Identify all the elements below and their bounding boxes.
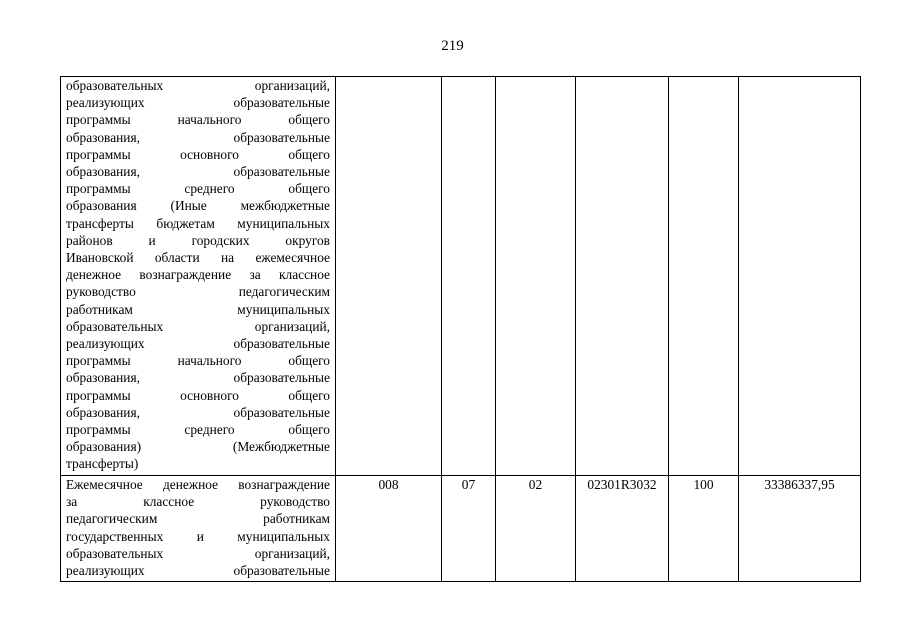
budget-table: [60, 76, 861, 582]
description-line: образовательных организаций,: [66, 78, 330, 93]
description-line: реализующих образовательные: [66, 563, 330, 579]
page-number: 219: [441, 38, 464, 54]
description-line: реализующих образовательные: [66, 336, 330, 352]
table-row: [61, 77, 861, 476]
table-row: [61, 476, 861, 582]
description-line: образования, образовательные: [66, 404, 330, 420]
target-article-cell: 02301R3032: [576, 476, 669, 582]
description-line: государственных и муниципальных: [66, 528, 330, 544]
description-line: районов и городских округов: [66, 232, 330, 248]
ministry-code-cell: [336, 77, 442, 476]
description-line: программы основного общего: [66, 146, 330, 162]
row-description: [61, 77, 336, 476]
description-line: реализующих образовательные: [66, 95, 330, 111]
description-line: образования, образовательные: [66, 164, 330, 180]
description-line: образовательных организаций,: [66, 545, 330, 561]
description-line: программы начального общего: [66, 353, 330, 369]
description-line: программы среднего общего: [66, 181, 330, 197]
description-line: Ивановской области на ежемесячное: [66, 250, 330, 266]
description-line: образования, образовательные: [66, 370, 330, 386]
description-line: Ежемесячное денежное вознаграждение: [66, 477, 330, 492]
ministry-code-cell: 008: [336, 476, 442, 582]
section-code-cell: 07: [442, 476, 496, 582]
description-line: программы начального общего: [66, 112, 330, 128]
row-description: [61, 476, 336, 582]
amount-cell: [739, 77, 861, 476]
target-article-cell: [576, 77, 669, 476]
expense-type-cell: 100: [669, 476, 739, 582]
description-line: работникам муниципальных: [66, 301, 330, 317]
amount-cell: 33386337,95: [739, 476, 861, 582]
description-line: образовательных организаций,: [66, 318, 330, 334]
description-line: трансферты): [66, 456, 139, 472]
description-line: программы среднего общего: [66, 422, 330, 438]
description-line: образования, образовательные: [66, 129, 330, 145]
expense-type-cell: [669, 77, 739, 476]
description-line: образования (Иные межбюджетные: [66, 198, 330, 214]
description-line: за классное руководство: [66, 494, 330, 510]
description-line: денежное вознаграждение за классное: [66, 267, 330, 283]
description-line: руководство педагогическим: [66, 284, 330, 300]
section-code-cell: [442, 77, 496, 476]
description-line: образования) (Межбюджетные: [66, 439, 330, 455]
description-line: программы основного общего: [66, 387, 330, 403]
description-line: трансферты бюджетам муниципальных: [66, 215, 330, 231]
subsection-code-cell: [496, 77, 576, 476]
description-line: педагогическим работникам: [66, 511, 330, 527]
subsection-code-cell: 02: [496, 476, 576, 582]
